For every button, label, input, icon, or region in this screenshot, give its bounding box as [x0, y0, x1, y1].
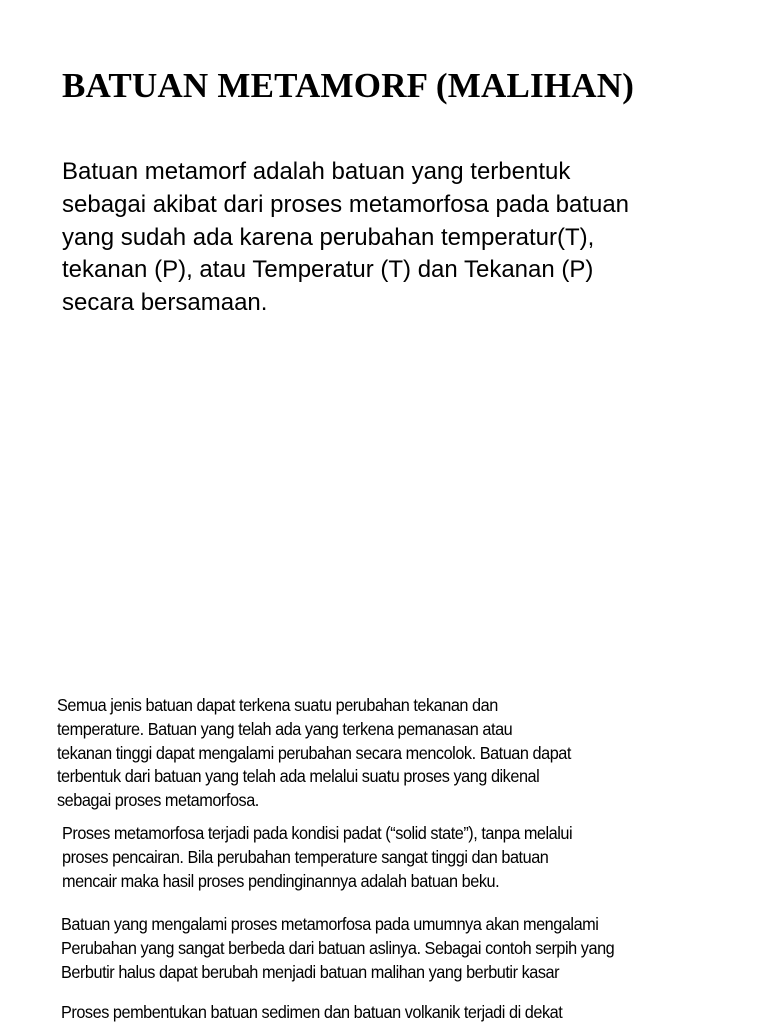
text-line: terbentuk dari batuan yang telah ada melalui suatu proses yang dikenal: [57, 766, 540, 787]
page-title: BATUAN METAMORF (MALIHAN): [62, 66, 635, 105]
text-line: Proses metamorfosa terjadi pada kondisi padat (“solid state”), tanpa melalui: [62, 823, 573, 843]
text-line: tekanan tinggi dapat mengalami perubahan secara mencolok. Batuan dapat: [57, 742, 571, 763]
paragraph-2: [62, 822, 572, 893]
paragraph-1: [57, 694, 571, 813]
text-line: Berbutir halus dapat berubah menjadi batuan malihan yang berbutir kasar: [61, 961, 560, 982]
paragraph-4: [61, 1001, 562, 1025]
text-line: Batuan yang mengalami proses metamorfosa pada umumnya akan mengalami: [61, 914, 599, 934]
text-line: yang sudah ada karena perubahan temperatur(T),: [62, 223, 595, 251]
text-line: mencair maka hasil proses pendinginannya adalah batuan beku.: [62, 870, 500, 891]
text-line: secara bersamaan.: [62, 289, 268, 317]
text-line: Perubahan yang sangat berbeda dari batuan aslinya. Sebagai contoh serpih yang: [61, 937, 615, 958]
text-line: Semua jenis batuan dapat terkena suatu perubahan tekanan dan: [57, 695, 498, 715]
text-line: proses pencairan. Bila perubahan temperature sangat tinggi dan batuan: [62, 846, 549, 867]
text-line: sebagai proses metamorfosa.: [57, 790, 259, 811]
text-line: tekanan (P), atau Temperatur (T) dan Tekanan (P): [62, 256, 594, 284]
text-line: sebagai akibat dari proses metamorfosa pada batuan: [62, 190, 630, 218]
paragraph-3: [61, 913, 614, 984]
intro-paragraph: [62, 156, 629, 320]
text-line: Proses pembentukan batuan sedimen dan batuan volkanik terjadi di dekat: [61, 1002, 563, 1022]
text-line: temperature. Batuan yang telah ada yang terkena pemanasan atau: [57, 718, 513, 739]
text-line: Batuan metamorf adalah batuan yang terbentuk: [62, 158, 571, 185]
